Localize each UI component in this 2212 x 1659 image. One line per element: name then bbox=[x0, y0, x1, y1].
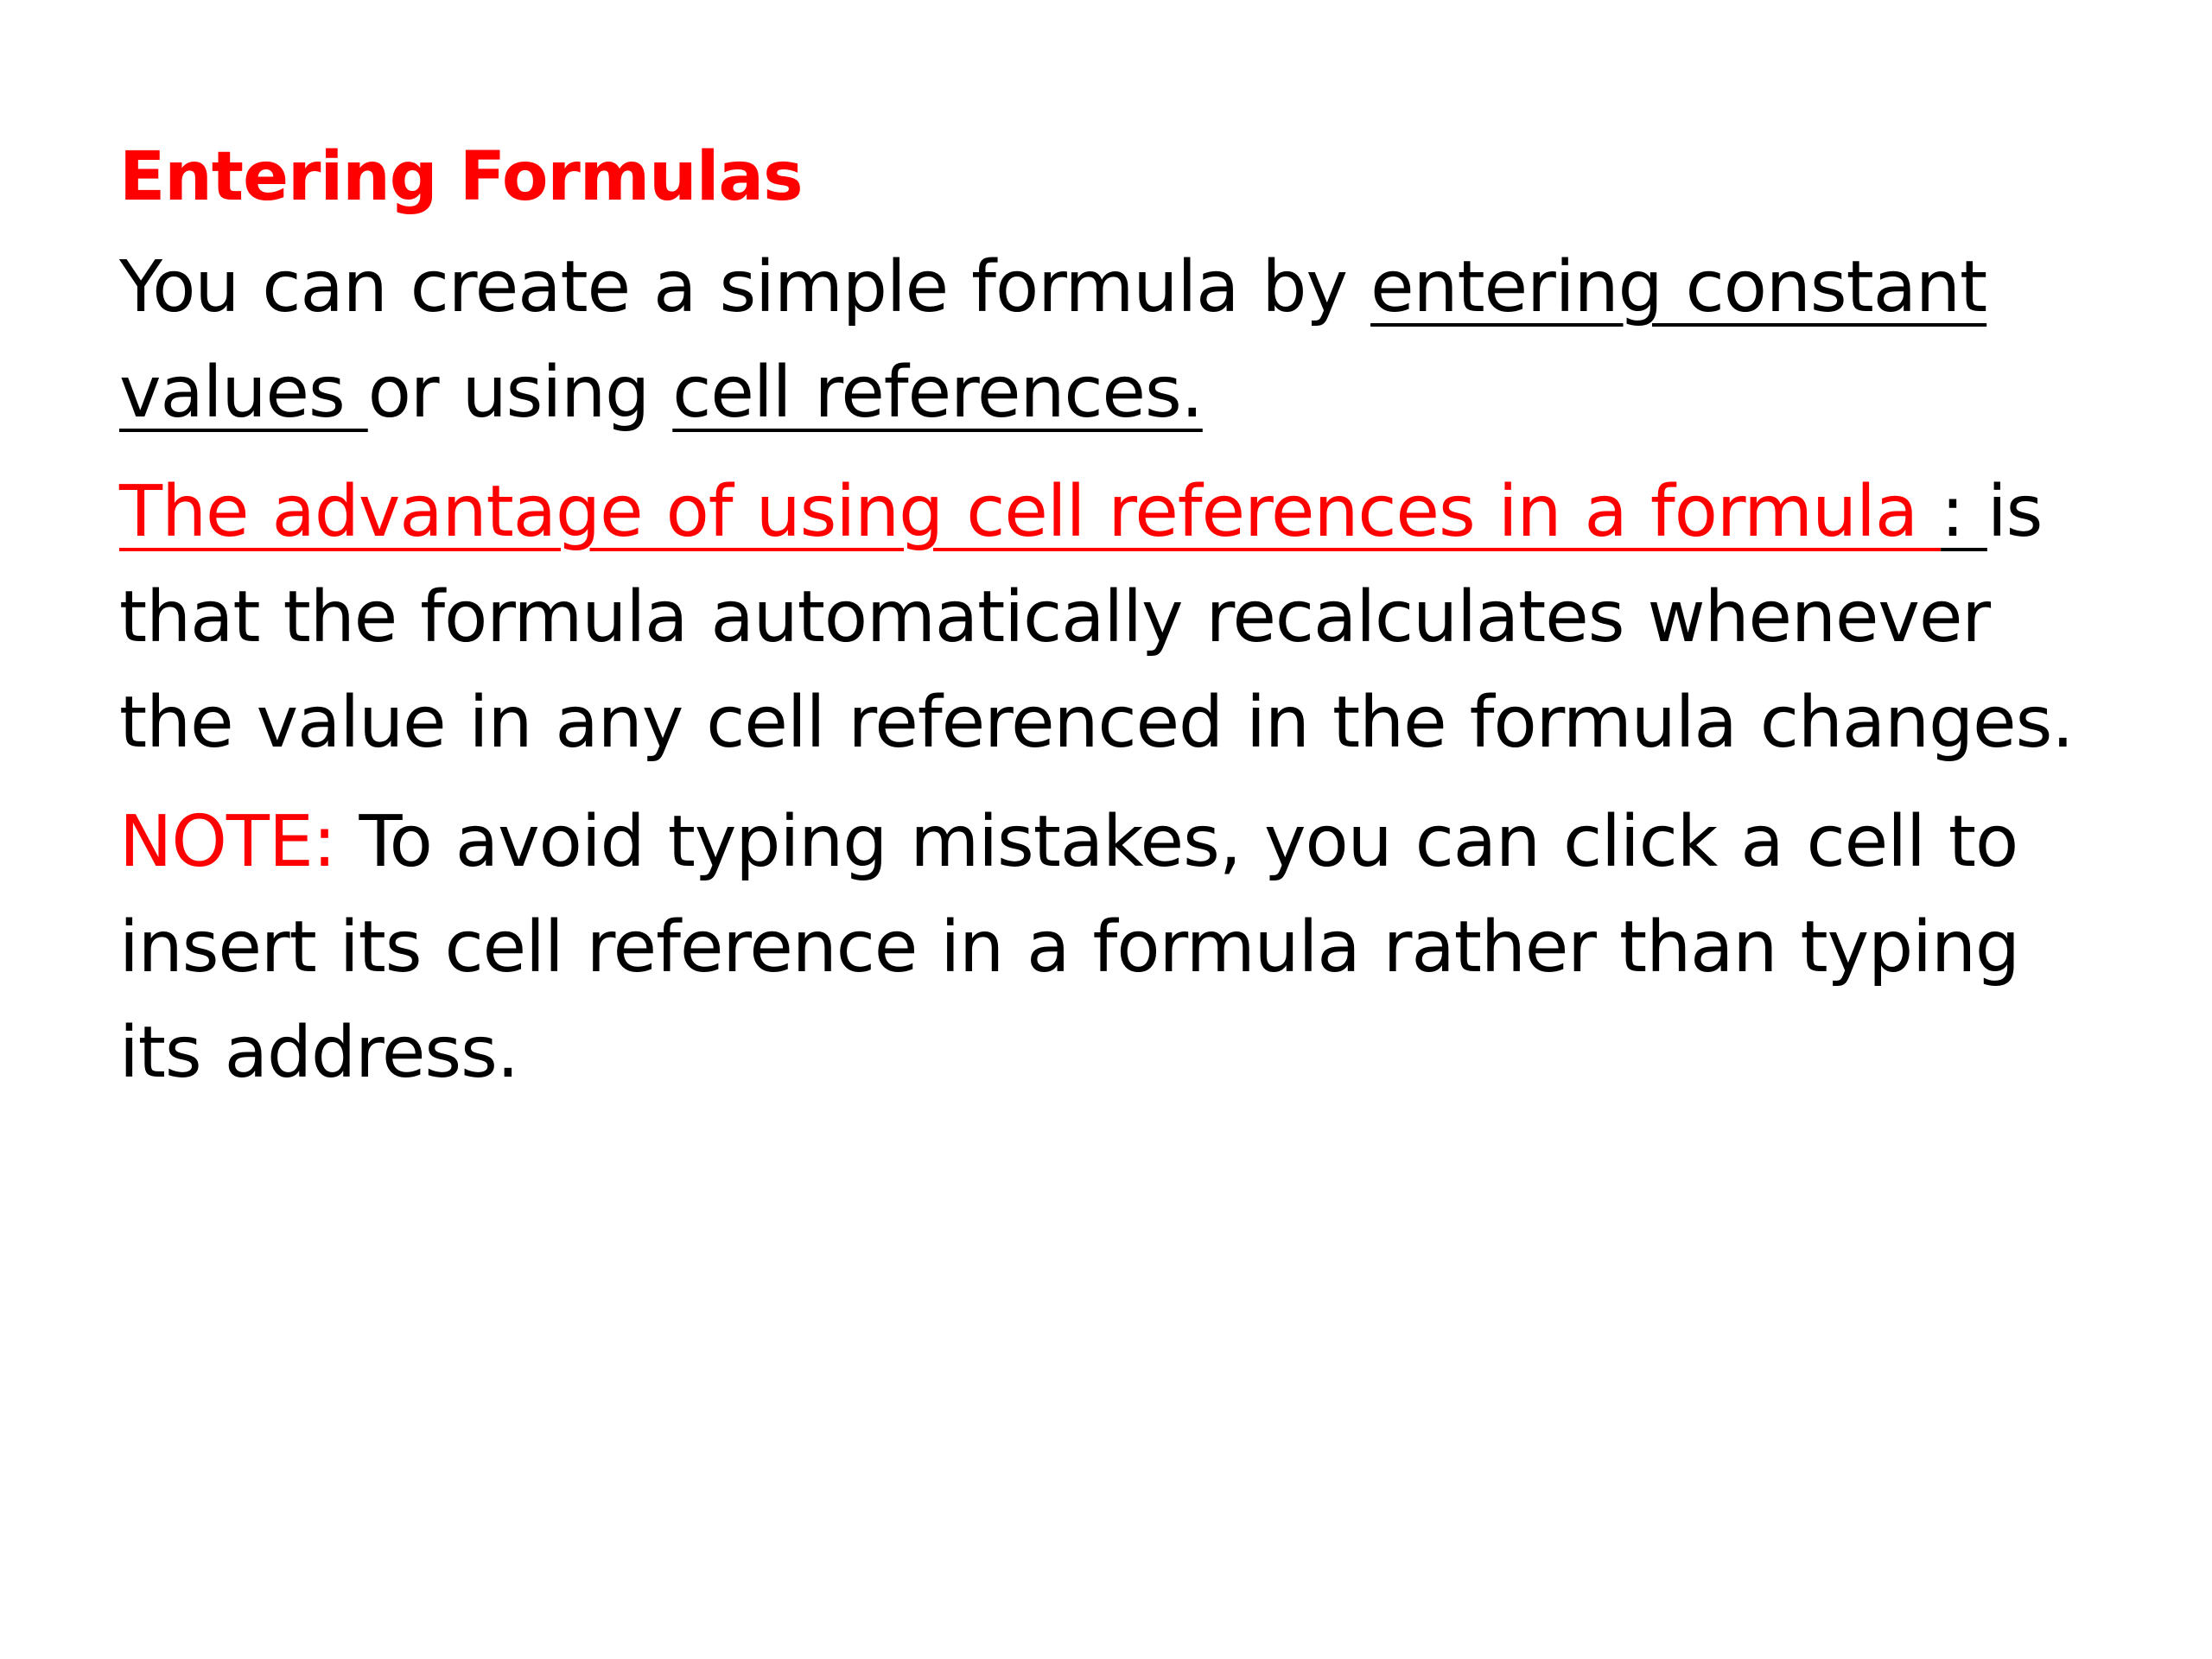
underline-entering-constant-values: entering constant values bbox=[119, 246, 1987, 434]
note-text: To avoid typing mistakes, you can click a cell to insert its cell reference in a formula rather than typing its address. bbox=[119, 801, 2019, 1094]
slide-content bbox=[119, 130, 2124, 1120]
paragraph-note bbox=[119, 790, 2124, 1106]
slide-title: Entering Formulas bbox=[119, 138, 803, 216]
note-label: NOTE: bbox=[119, 801, 336, 883]
paragraph-advantage bbox=[119, 460, 2124, 776]
paragraph-simple-formula bbox=[119, 235, 2124, 446]
underline-cell-references: cell references. bbox=[672, 352, 1203, 434]
advantage-colon: : bbox=[1941, 471, 1987, 553]
advantage-heading: The advantage of using cell references in a formula bbox=[119, 471, 1942, 553]
paragraph-1-text-b: or using bbox=[367, 352, 673, 434]
advantage-text: is that the formula automatically recalculates whenever the value in any cell referenced in the formula changes. bbox=[119, 471, 2074, 764]
paragraph-1-text-a: You can create a simple formula by bbox=[119, 246, 1371, 328]
